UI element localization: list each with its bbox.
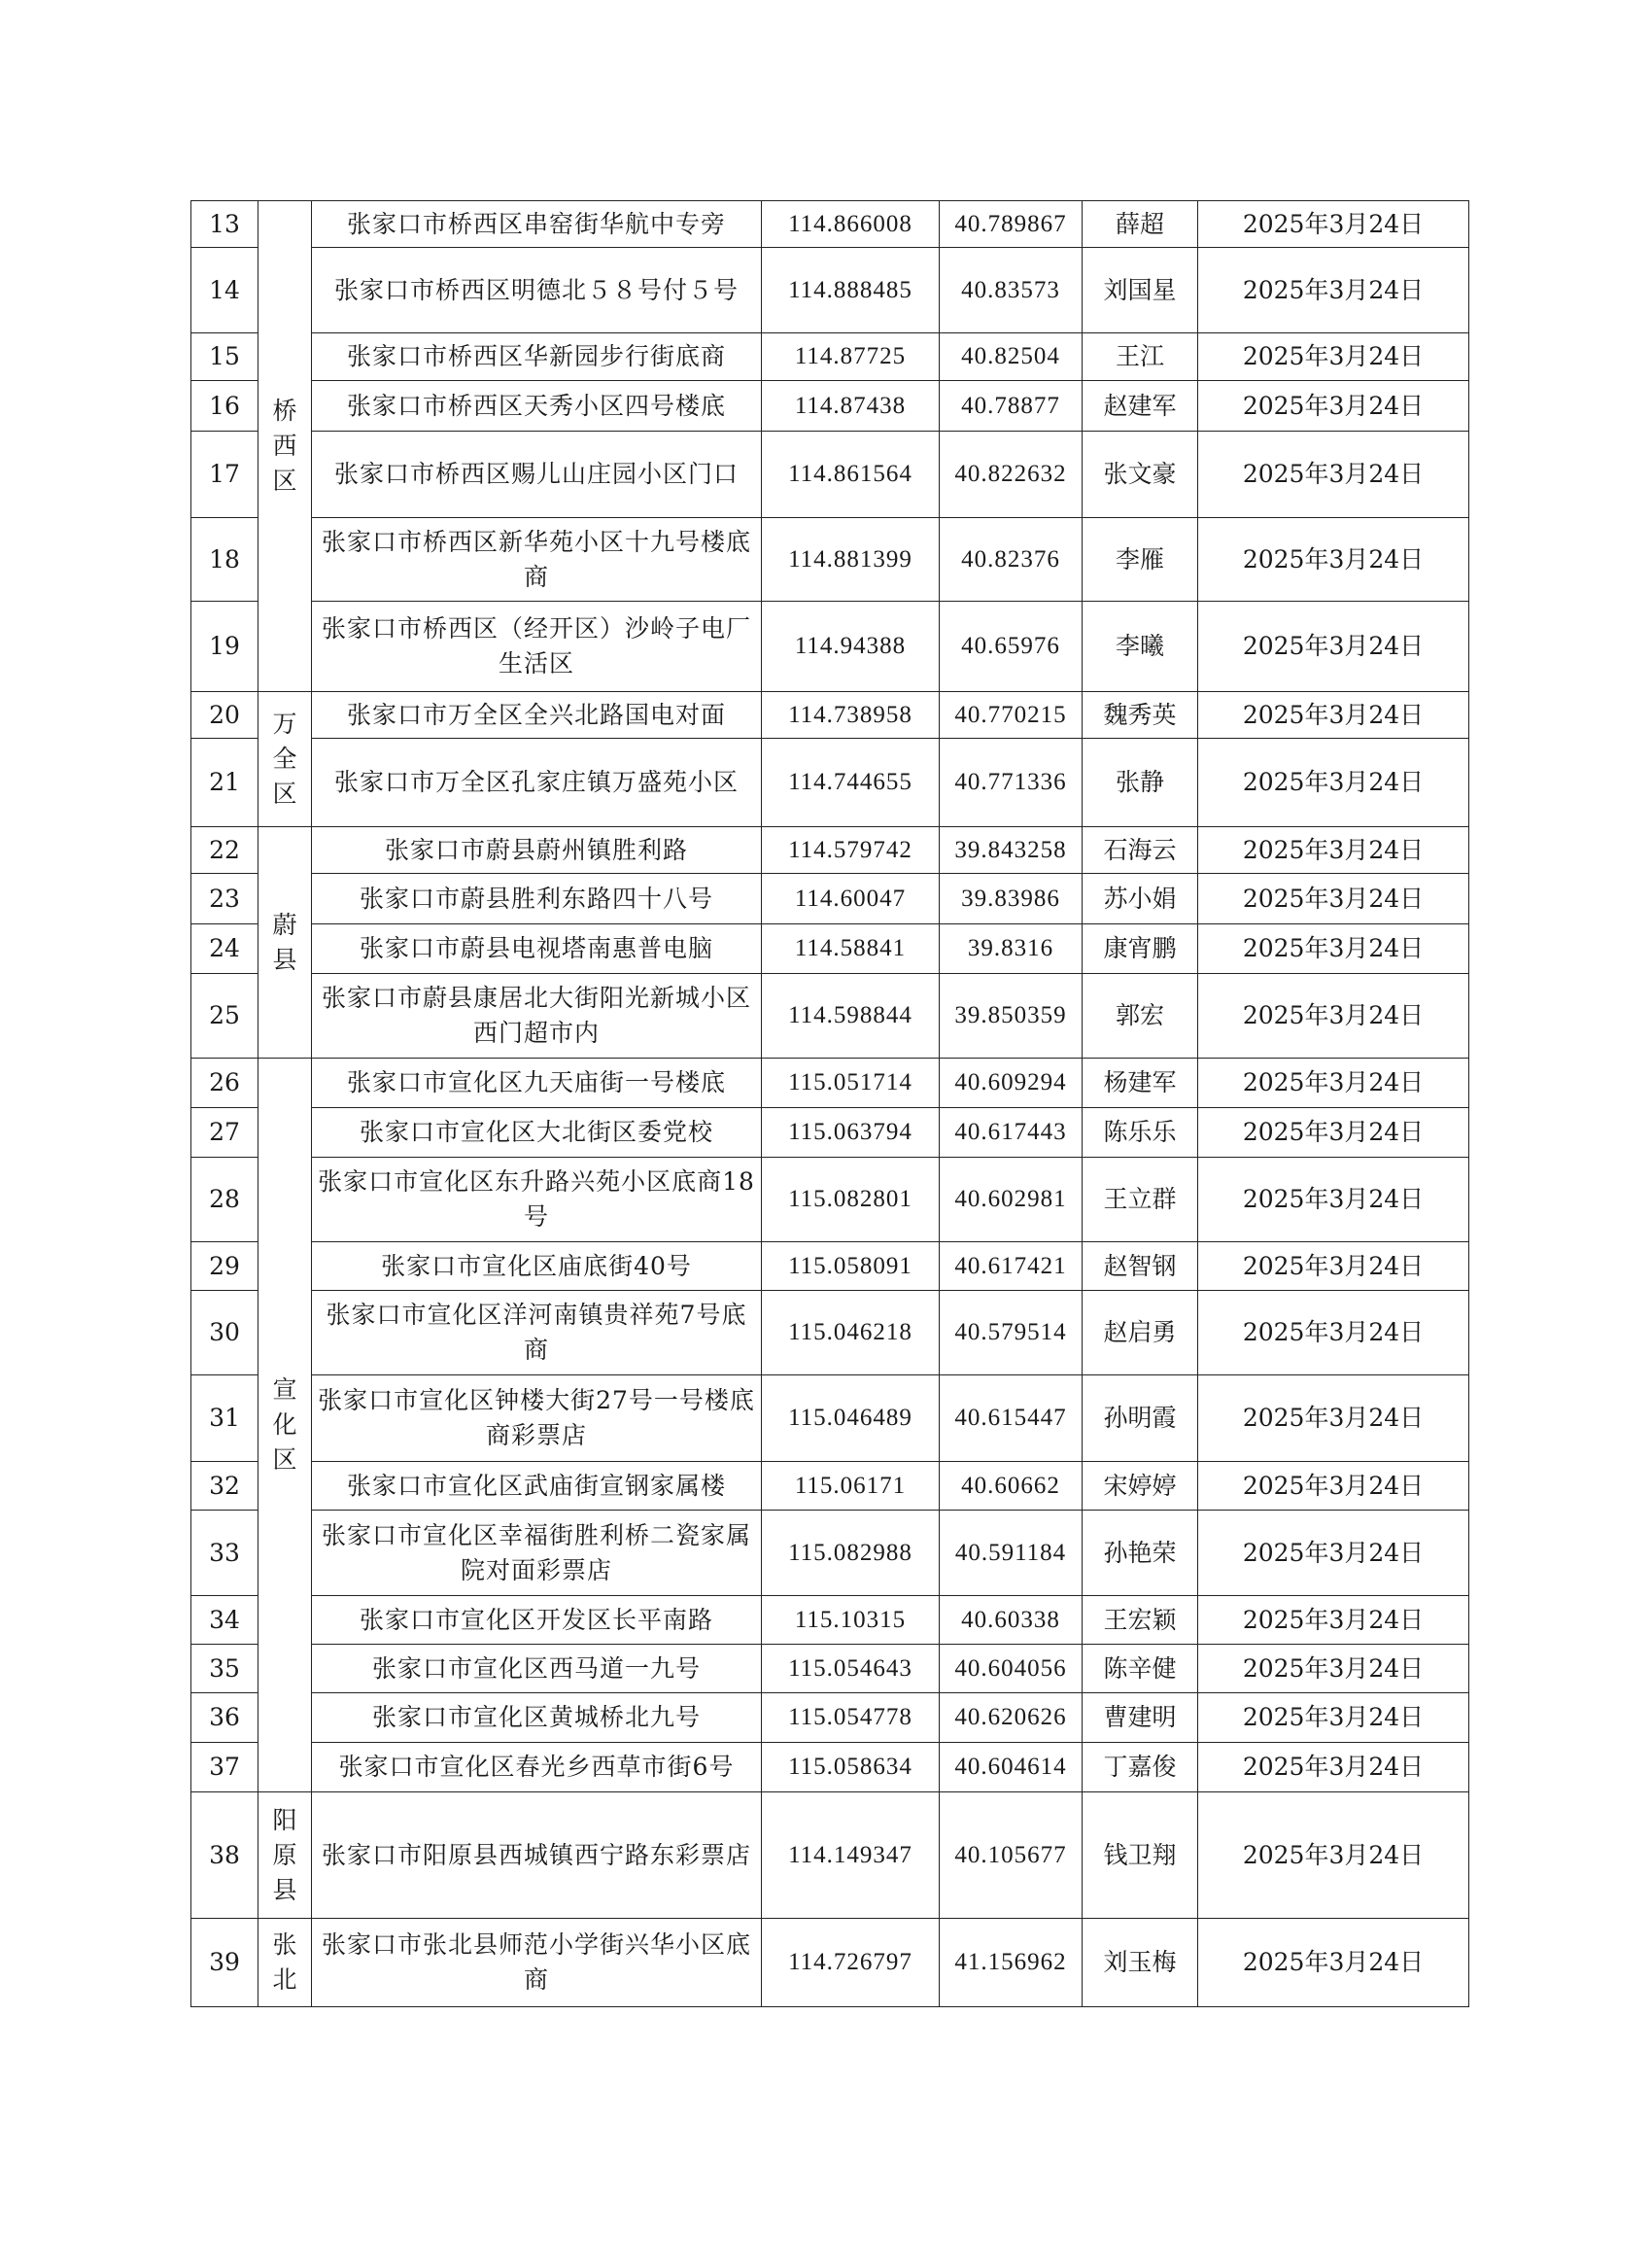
- date-cell: 2025年3月24日: [1198, 1462, 1469, 1511]
- longitude-cell: 115.06171: [762, 1462, 940, 1511]
- table-row: [191, 1059, 1469, 1108]
- address-cell: 张家口市张北县师范小学街兴华小区底商: [312, 1919, 762, 2007]
- longitude-cell: 115.051714: [762, 1059, 940, 1108]
- row-number-cell: 39: [191, 1919, 258, 2007]
- latitude-cell: 40.60662: [940, 1462, 1083, 1511]
- contact-name-cell: 宋婷婷: [1083, 1462, 1198, 1511]
- latitude-cell: 40.78877: [940, 381, 1083, 432]
- latitude-cell: 39.8316: [940, 924, 1083, 974]
- table-row: [191, 874, 1469, 924]
- table-row: [191, 1462, 1469, 1511]
- row-number-cell: 19: [191, 602, 258, 692]
- date-cell: 2025年3月24日: [1198, 1792, 1469, 1919]
- latitude-cell: 40.65976: [940, 602, 1083, 692]
- lottery-outlet-table: [190, 200, 1469, 2007]
- table-row: [191, 692, 1469, 739]
- address-cell: 张家口市宣化区黄城桥北九号: [312, 1693, 762, 1743]
- row-number-cell: 29: [191, 1242, 258, 1291]
- district-label: 蔚县: [272, 910, 297, 974]
- address-cell: 张家口市宣化区开发区长平南路: [312, 1596, 762, 1645]
- date-cell: 2025年3月24日: [1198, 692, 1469, 739]
- address-cell: 张家口市桥西区华新园步行街底商: [312, 333, 762, 381]
- district-cell: [258, 1059, 312, 1792]
- longitude-cell: 115.063794: [762, 1108, 940, 1158]
- row-number-cell: 35: [191, 1645, 258, 1693]
- table-row: [191, 1242, 1469, 1291]
- row-number-cell: 28: [191, 1158, 258, 1242]
- longitude-cell: 114.888485: [762, 248, 940, 333]
- address-cell: 张家口市蔚县蔚州镇胜利路: [312, 827, 762, 874]
- longitude-cell: 114.738958: [762, 692, 940, 739]
- address-cell: 张家口市宣化区钟楼大街27号一号楼底商彩票店: [312, 1375, 762, 1462]
- row-number-cell: 37: [191, 1743, 258, 1792]
- longitude-cell: 115.058091: [762, 1242, 940, 1291]
- row-number-cell: 21: [191, 739, 258, 827]
- row-number-cell: 23: [191, 874, 258, 924]
- address-cell: 张家口市宣化区春光乡西草市街6号: [312, 1743, 762, 1792]
- table-body: [191, 201, 1469, 2007]
- row-number-cell: 38: [191, 1792, 258, 1919]
- longitude-cell: 115.10315: [762, 1596, 940, 1645]
- contact-name-cell: 康宵鹏: [1083, 924, 1198, 974]
- date-cell: 2025年3月24日: [1198, 1108, 1469, 1158]
- longitude-cell: 115.054643: [762, 1645, 940, 1693]
- address-cell: 张家口市宣化区西马道一九号: [312, 1645, 762, 1693]
- date-cell: 2025年3月24日: [1198, 924, 1469, 974]
- contact-name-cell: 孙明霞: [1083, 1375, 1198, 1462]
- address-cell: 张家口市宣化区幸福街胜利桥二瓷家属院对面彩票店: [312, 1511, 762, 1596]
- address-cell: 张家口市宣化区洋河南镇贵祥苑7号底商: [312, 1291, 762, 1375]
- table-row: [191, 974, 1469, 1059]
- address-cell: 张家口市宣化区东升路兴苑小区底商18号: [312, 1158, 762, 1242]
- address-cell: 张家口市桥西区（经开区）沙岭子电厂生活区: [312, 602, 762, 692]
- longitude-cell: 115.082801: [762, 1158, 940, 1242]
- latitude-cell: 40.771336: [940, 739, 1083, 827]
- row-number-cell: 32: [191, 1462, 258, 1511]
- latitude-cell: 40.602981: [940, 1158, 1083, 1242]
- contact-name-cell: 李曦: [1083, 602, 1198, 692]
- table-row: [191, 381, 1469, 432]
- longitude-cell: 114.866008: [762, 201, 940, 248]
- longitude-cell: 115.046218: [762, 1291, 940, 1375]
- table-row: [191, 518, 1469, 602]
- district-label: 张北: [272, 1930, 297, 1994]
- date-cell: 2025年3月24日: [1198, 602, 1469, 692]
- longitude-cell: 114.58841: [762, 924, 940, 974]
- latitude-cell: 39.83986: [940, 874, 1083, 924]
- latitude-cell: 40.83573: [940, 248, 1083, 333]
- longitude-cell: 114.87438: [762, 381, 940, 432]
- row-number-cell: 18: [191, 518, 258, 602]
- latitude-cell: 40.822632: [940, 432, 1083, 518]
- address-cell: 张家口市桥西区赐儿山庄园小区门口: [312, 432, 762, 518]
- latitude-cell: 40.617443: [940, 1108, 1083, 1158]
- contact-name-cell: 张静: [1083, 739, 1198, 827]
- table-row: [191, 1375, 1469, 1462]
- table-row: [191, 1919, 1469, 2007]
- latitude-cell: 40.105677: [940, 1792, 1083, 1919]
- contact-name-cell: 苏小娟: [1083, 874, 1198, 924]
- contact-name-cell: 丁嘉俊: [1083, 1743, 1198, 1792]
- table-row: [191, 248, 1469, 333]
- address-cell: 张家口市桥西区串窑街华航中专旁: [312, 201, 762, 248]
- row-number-cell: 17: [191, 432, 258, 518]
- row-number-cell: 27: [191, 1108, 258, 1158]
- date-cell: 2025年3月24日: [1198, 518, 1469, 602]
- address-cell: 张家口市宣化区九天庙街一号楼底: [312, 1059, 762, 1108]
- date-cell: 2025年3月24日: [1198, 1693, 1469, 1743]
- latitude-cell: 40.579514: [940, 1291, 1083, 1375]
- latitude-cell: 40.604614: [940, 1743, 1083, 1792]
- district-cell: [258, 827, 312, 1059]
- contact-name-cell: 陈辛健: [1083, 1645, 1198, 1693]
- address-cell: 张家口市桥西区明德北５８号付５号: [312, 248, 762, 333]
- district-label: 桥西区: [272, 397, 297, 495]
- longitude-cell: 114.94388: [762, 602, 940, 692]
- address-cell: 张家口市宣化区庙底街40号: [312, 1242, 762, 1291]
- latitude-cell: 40.82504: [940, 333, 1083, 381]
- row-number-cell: 22: [191, 827, 258, 874]
- latitude-cell: 39.843258: [940, 827, 1083, 874]
- date-cell: 2025年3月24日: [1198, 1645, 1469, 1693]
- address-cell: 张家口市桥西区天秀小区四号楼底: [312, 381, 762, 432]
- latitude-cell: 40.620626: [940, 1693, 1083, 1743]
- contact-name-cell: 魏秀英: [1083, 692, 1198, 739]
- longitude-cell: 115.082988: [762, 1511, 940, 1596]
- date-cell: 2025年3月24日: [1198, 1596, 1469, 1645]
- contact-name-cell: 杨建军: [1083, 1059, 1198, 1108]
- longitude-cell: 114.744655: [762, 739, 940, 827]
- table-row: [191, 1291, 1469, 1375]
- contact-name-cell: 赵建军: [1083, 381, 1198, 432]
- date-cell: 2025年3月24日: [1198, 827, 1469, 874]
- table-row: [191, 432, 1469, 518]
- latitude-cell: 40.591184: [940, 1511, 1083, 1596]
- date-cell: 2025年3月24日: [1198, 1158, 1469, 1242]
- contact-name-cell: 王江: [1083, 333, 1198, 381]
- district-cell: [258, 1792, 312, 1919]
- contact-name-cell: 钱卫翔: [1083, 1792, 1198, 1919]
- latitude-cell: 40.617421: [940, 1242, 1083, 1291]
- table-row: [191, 1693, 1469, 1743]
- latitude-cell: 41.156962: [940, 1919, 1083, 2007]
- table-row: [191, 1158, 1469, 1242]
- contact-name-cell: 薛超: [1083, 201, 1198, 248]
- table-row: [191, 1792, 1469, 1919]
- address-cell: 张家口市蔚县康居北大街阳光新城小区西门超市内: [312, 974, 762, 1059]
- row-number-cell: 26: [191, 1059, 258, 1108]
- address-cell: 张家口市宣化区武庙街宣钢家属楼: [312, 1462, 762, 1511]
- contact-name-cell: 张文豪: [1083, 432, 1198, 518]
- date-cell: 2025年3月24日: [1198, 381, 1469, 432]
- district-label: 万全区: [272, 710, 297, 808]
- latitude-cell: 40.615447: [940, 1375, 1083, 1462]
- contact-name-cell: 刘国星: [1083, 248, 1198, 333]
- longitude-cell: 115.058634: [762, 1743, 940, 1792]
- district-label: 阳原县: [272, 1805, 297, 1904]
- latitude-cell: 40.770215: [940, 692, 1083, 739]
- date-cell: 2025年3月24日: [1198, 201, 1469, 248]
- row-number-cell: 16: [191, 381, 258, 432]
- address-cell: 张家口市桥西区新华苑小区十九号楼底商: [312, 518, 762, 602]
- date-cell: 2025年3月24日: [1198, 1059, 1469, 1108]
- table-row: [191, 333, 1469, 381]
- date-cell: 2025年3月24日: [1198, 1291, 1469, 1375]
- table-row: [191, 924, 1469, 974]
- contact-name-cell: 赵启勇: [1083, 1291, 1198, 1375]
- date-cell: 2025年3月24日: [1198, 974, 1469, 1059]
- date-cell: 2025年3月24日: [1198, 432, 1469, 518]
- longitude-cell: 114.579742: [762, 827, 940, 874]
- row-number-cell: 20: [191, 692, 258, 739]
- address-cell: 张家口市蔚县胜利东路四十八号: [312, 874, 762, 924]
- district-cell: [258, 201, 312, 692]
- longitude-cell: 114.881399: [762, 518, 940, 602]
- longitude-cell: 114.726797: [762, 1919, 940, 2007]
- longitude-cell: 114.598844: [762, 974, 940, 1059]
- latitude-cell: 40.609294: [940, 1059, 1083, 1108]
- longitude-cell: 114.87725: [762, 333, 940, 381]
- district-cell: [258, 1919, 312, 2007]
- date-cell: 2025年3月24日: [1198, 1919, 1469, 2007]
- row-number-cell: 25: [191, 974, 258, 1059]
- table-row: [191, 1743, 1469, 1792]
- row-number-cell: 30: [191, 1291, 258, 1375]
- address-cell: 张家口市万全区全兴北路国电对面: [312, 692, 762, 739]
- longitude-cell: 114.861564: [762, 432, 940, 518]
- address-cell: 张家口市万全区孔家庄镇万盛苑小区: [312, 739, 762, 827]
- row-number-cell: 33: [191, 1511, 258, 1596]
- date-cell: 2025年3月24日: [1198, 1242, 1469, 1291]
- table-row: [191, 602, 1469, 692]
- row-number-cell: 36: [191, 1693, 258, 1743]
- table-row: [191, 1596, 1469, 1645]
- latitude-cell: 39.850359: [940, 974, 1083, 1059]
- longitude-cell: 114.149347: [762, 1792, 940, 1919]
- longitude-cell: 115.046489: [762, 1375, 940, 1462]
- latitude-cell: 40.789867: [940, 201, 1083, 248]
- contact-name-cell: 陈乐乐: [1083, 1108, 1198, 1158]
- contact-name-cell: 孙艳荣: [1083, 1511, 1198, 1596]
- contact-name-cell: 王宏颖: [1083, 1596, 1198, 1645]
- latitude-cell: 40.60338: [940, 1596, 1083, 1645]
- row-number-cell: 15: [191, 333, 258, 381]
- row-number-cell: 14: [191, 248, 258, 333]
- date-cell: 2025年3月24日: [1198, 1375, 1469, 1462]
- date-cell: 2025年3月24日: [1198, 874, 1469, 924]
- table-row: [191, 1108, 1469, 1158]
- date-cell: 2025年3月24日: [1198, 1743, 1469, 1792]
- table-row: [191, 201, 1469, 248]
- row-number-cell: 34: [191, 1596, 258, 1645]
- table-row: [191, 739, 1469, 827]
- table-row: [191, 1645, 1469, 1693]
- table-row: [191, 1511, 1469, 1596]
- table-row: [191, 827, 1469, 874]
- date-cell: 2025年3月24日: [1198, 333, 1469, 381]
- contact-name-cell: 曹建明: [1083, 1693, 1198, 1743]
- date-cell: 2025年3月24日: [1198, 1511, 1469, 1596]
- latitude-cell: 40.604056: [940, 1645, 1083, 1693]
- contact-name-cell: 郭宏: [1083, 974, 1198, 1059]
- contact-name-cell: 王立群: [1083, 1158, 1198, 1242]
- longitude-cell: 115.054778: [762, 1693, 940, 1743]
- date-cell: 2025年3月24日: [1198, 739, 1469, 827]
- latitude-cell: 40.82376: [940, 518, 1083, 602]
- address-cell: 张家口市阳原县西城镇西宁路东彩票店: [312, 1792, 762, 1919]
- address-cell: 张家口市宣化区大北街区委党校: [312, 1108, 762, 1158]
- longitude-cell: 114.60047: [762, 874, 940, 924]
- contact-name-cell: 赵智钢: [1083, 1242, 1198, 1291]
- row-number-cell: 31: [191, 1375, 258, 1462]
- address-cell: 张家口市蔚县电视塔南惠普电脑: [312, 924, 762, 974]
- contact-name-cell: 石海云: [1083, 827, 1198, 874]
- row-number-cell: 13: [191, 201, 258, 248]
- district-cell: [258, 692, 312, 827]
- date-cell: 2025年3月24日: [1198, 248, 1469, 333]
- contact-name-cell: 刘玉梅: [1083, 1919, 1198, 2007]
- row-number-cell: 24: [191, 924, 258, 974]
- contact-name-cell: 李雁: [1083, 518, 1198, 602]
- district-label: 宣化区: [272, 1375, 297, 1474]
